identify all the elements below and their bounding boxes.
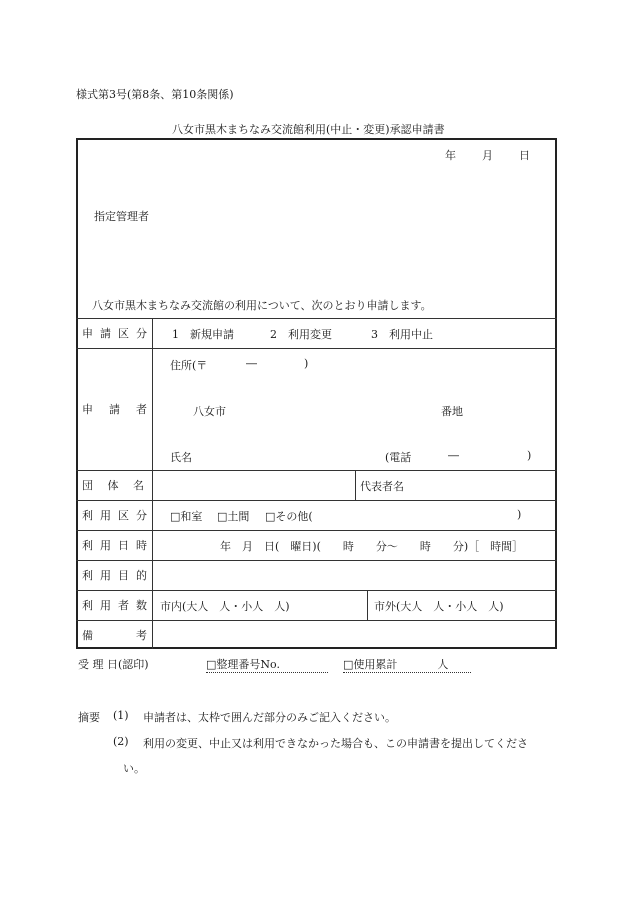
label-purpose: 利 用 目 的 — [82, 569, 147, 582]
note-2-text: 利用の変更、中止又は利用できなかった場合も、この申請書を提出してくださ — [143, 737, 528, 750]
representative-label: 代表者名 — [360, 480, 404, 493]
name-label: 氏名 — [170, 451, 192, 464]
cell-divider — [355, 470, 356, 500]
address-dash: ― — [246, 357, 257, 370]
option-other-close: ) — [517, 508, 522, 521]
note-2-continuation: い。 — [123, 762, 145, 775]
label-remarks: 備 考 — [82, 628, 147, 642]
option-washitsu[interactable]: □和室 — [170, 510, 203, 523]
received-date: 受 理 日(認印) — [78, 658, 149, 671]
label-users: 利 用 者 数 — [82, 599, 147, 612]
option-change[interactable]: 2 利用変更 — [270, 328, 332, 341]
cell-divider — [367, 590, 368, 620]
label-group: 団 体 名 — [82, 479, 144, 492]
note-1-number: (1) — [113, 709, 129, 722]
option-new[interactable]: 1 新規申請 — [172, 328, 234, 341]
date-day: 日 — [519, 149, 530, 162]
date-month: 月 — [482, 149, 493, 162]
phone-label: (電話 — [385, 451, 412, 464]
label-usage-type: 利 用 区 分 — [82, 509, 147, 522]
note-1-text: 申請者は、太枠で囲んだ部分のみご記入ください。 — [143, 711, 396, 724]
option-cancel[interactable]: 3 利用中止 — [371, 328, 433, 341]
phone-close: ) — [527, 449, 532, 462]
banchi-label: 番地 — [441, 405, 463, 418]
option-other[interactable]: □その他( — [265, 510, 313, 523]
addressee: 指定管理者 — [94, 210, 149, 223]
cumulative-usage: □使用累計 人 — [343, 656, 471, 673]
city-label: 八女市 — [193, 405, 226, 418]
option-doma[interactable]: □土間 — [217, 510, 250, 523]
intro-text: 八女市黒木まちなみ交流館の利用について、次のとおり申請します。 — [92, 299, 432, 312]
label-applicant: 申 請 者 — [82, 403, 147, 416]
phone-dash: ― — [448, 449, 459, 462]
label-application-type: 申 請 区 分 — [82, 327, 147, 340]
form-title: 八女市黒木まちなみ交流館利用(中止・変更)承認申請書 — [172, 123, 445, 136]
label-usage-datetime: 利 用 日 時 — [82, 539, 147, 552]
ref-number: □整理番号No. — [206, 656, 328, 673]
users-inside[interactable]: 市内(大人 人・小人 人) — [160, 600, 290, 613]
date-year: 年 — [445, 149, 456, 162]
label-column-divider — [152, 318, 153, 649]
address-label: 住所(〒 — [170, 359, 208, 372]
address-close: ) — [304, 357, 309, 370]
form-number: 様式第3号(第8条、第10条関係) — [76, 88, 234, 101]
usage-datetime-field[interactable]: 年 月 日( 曜日)( 時 分～ 時 分)［ 時間］ — [220, 540, 524, 553]
notes-heading: 摘要 — [78, 711, 100, 724]
users-outside[interactable]: 市外(大人 人・小人 人) — [374, 600, 504, 613]
note-2-number: (2) — [113, 735, 129, 748]
